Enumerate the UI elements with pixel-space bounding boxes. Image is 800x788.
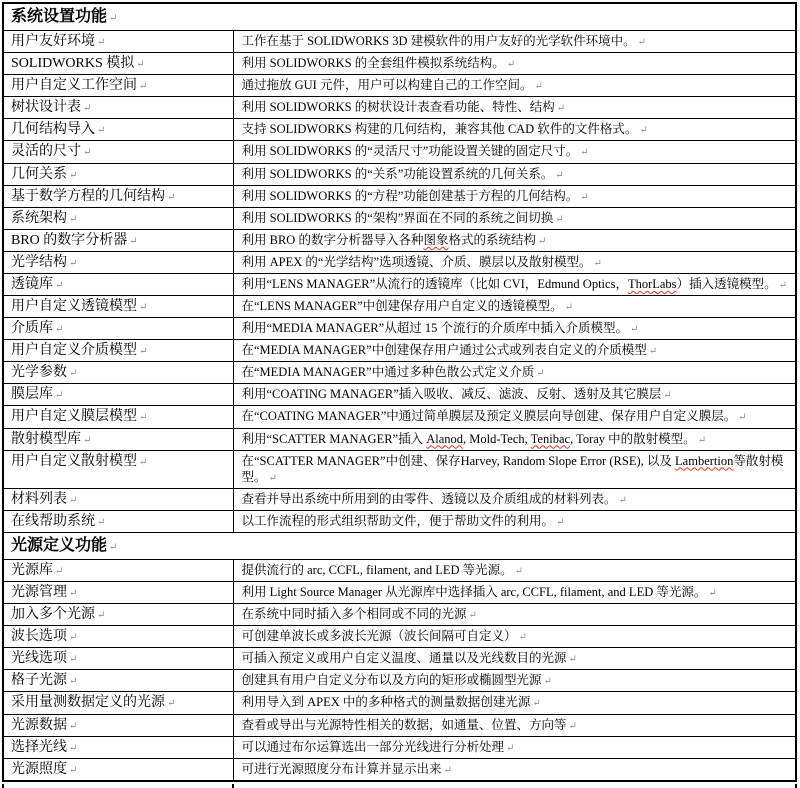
table-row — [3, 626, 796, 648]
misspelled-word: 图象 — [423, 232, 449, 247]
feature-desc: 在“COATING MANAGER”中通过简单膜层及预定义膜层向导创建、保存用户自定义膜层。 ↵ — [241, 409, 747, 424]
table-row — [3, 53, 796, 75]
misspelled-word: Tenibac — [530, 431, 571, 446]
paragraph-mark-icon: ↵ — [139, 456, 148, 468]
feature-label: 在线帮助系统 ↵ — [11, 513, 106, 529]
paragraph-mark-icon: ↵ — [136, 59, 145, 71]
feature-label: 材料列表 ↵ — [11, 491, 78, 507]
paragraph-mark-icon: ↵ — [663, 390, 672, 402]
table-row — [3, 97, 796, 119]
feature-desc: 通过拖放 GUI 元件，用户可以构建自己的工作空间。 ↵ — [241, 78, 543, 93]
feature-desc-cell — [233, 273, 796, 295]
feature-desc-cell — [233, 714, 796, 736]
paragraph-mark-icon: ↵ — [648, 346, 658, 358]
feature-label: 用户自定义散射模型 ↵ — [11, 453, 148, 469]
feature-label-cell — [3, 384, 233, 406]
paragraph-mark-icon: ↵ — [69, 494, 78, 506]
feature-label-cell — [3, 362, 233, 384]
table-row — [3, 714, 796, 736]
feature-desc: 查看并导出系统中所用到的由零件、透镜以及介质组成的材料列表。 ↵ — [241, 491, 627, 506]
feature-label: 光学参数 ↵ — [11, 365, 78, 381]
paragraph-mark-icon: ↵ — [69, 368, 78, 380]
feature-desc-cell — [233, 626, 796, 648]
paragraph-mark-icon: ↵ — [443, 764, 452, 776]
table-row — [3, 670, 796, 692]
paragraph-mark-icon: ↵ — [580, 191, 589, 203]
feature-label: 用户自定义工作空间 ↵ — [11, 78, 148, 94]
feature-desc-cell — [233, 229, 796, 251]
paragraph-mark-icon: ↵ — [69, 213, 78, 225]
feature-label: BRO 的数字分析器 ↵ — [11, 232, 138, 248]
paragraph-mark-icon: ↵ — [506, 59, 516, 71]
section-title-cell — [3, 532, 796, 559]
feature-label: 几何关系 ↵ — [11, 166, 78, 182]
feature-desc: 利用“MEDIA MANAGER”从超过 15 个流行的介质库中插入介质模型。 ↵ — [241, 321, 639, 336]
feature-label-cell — [3, 340, 233, 362]
paragraph-mark-icon: ↵ — [97, 125, 106, 137]
table-row — [3, 207, 796, 229]
feature-desc: 利用 Light Source Manager 从光源库中选择插入 arc, CCFL, filament, and LED 等光源。 ↵ — [241, 585, 717, 600]
paragraph-mark-icon: ↵ — [109, 541, 118, 553]
table-row — [3, 559, 796, 581]
table-row — [3, 185, 796, 207]
table-divider-border-stub — [232, 784, 234, 788]
section-title-cell — [3, 3, 796, 31]
feature-label-cell — [3, 758, 233, 781]
table-row — [3, 582, 796, 604]
feature-desc-cell — [233, 406, 796, 428]
paragraph-mark-icon: ↵ — [69, 257, 78, 269]
feature-desc: 利用“SCATTER MANAGER”插入 Alanod, Mold-Tech, Tenibac, Toray 中的散射模型。 ↵ — [241, 431, 707, 446]
paragraph-mark-icon: ↵ — [555, 213, 564, 225]
feature-label: 系统架构 ↵ — [11, 210, 78, 226]
feature-desc-cell — [233, 604, 796, 626]
feature-label-cell — [3, 714, 233, 736]
paragraph-mark-icon: ↵ — [55, 279, 64, 291]
paragraph-mark-icon: ↵ — [167, 191, 176, 203]
paragraph-mark-icon: ↵ — [97, 37, 106, 49]
feature-desc: 利用 SOLIDWORKS 的“架构”界面在不同的系统之间切换 ↵ — [241, 210, 564, 225]
paragraph-mark-icon: ↵ — [543, 676, 552, 688]
feature-label-cell — [3, 97, 233, 119]
table-row — [3, 229, 796, 251]
table-left-border-stub — [2, 784, 4, 788]
feature-label-cell — [3, 75, 233, 97]
paragraph-mark-icon: ↵ — [69, 169, 78, 181]
feature-label-cell — [3, 53, 233, 75]
feature-desc: 可以通过布尔运算选出一部分光线进行分析处理 ↵ — [241, 739, 515, 754]
paragraph-mark-icon: ↵ — [637, 37, 646, 49]
paragraph-mark-icon: ↵ — [534, 81, 543, 93]
table-row — [3, 273, 796, 295]
feature-label-cell — [3, 141, 233, 163]
feature-label-cell — [3, 626, 233, 648]
feature-desc: 利用 SOLIDWORKS 的“方程”功能创建基于方程的几何结构。 ↵ — [241, 188, 589, 203]
feature-table — [2, 2, 797, 782]
feature-label-cell — [3, 318, 233, 340]
feature-desc: 在“MEDIA MANAGER”中通过多种色散公式定义介质 ↵ — [241, 365, 545, 380]
table-row — [3, 648, 796, 670]
feature-desc-cell — [233, 53, 796, 75]
paragraph-mark-icon: ↵ — [580, 147, 589, 159]
feature-desc-cell — [233, 384, 796, 406]
paragraph-mark-icon: ↵ — [69, 742, 78, 754]
table-row — [3, 296, 796, 318]
paragraph-mark-icon: ↵ — [536, 368, 545, 380]
feature-label: 介质库 ↵ — [11, 321, 64, 337]
feature-desc: 在“MEDIA MANAGER”中创建保存用户通过公式或列表自定义的介质模型 ↵ — [241, 343, 658, 358]
feature-desc-cell — [233, 97, 796, 119]
feature-label-cell — [3, 296, 233, 318]
misspelled-word: Lambertion — [675, 453, 734, 468]
feature-label-cell — [3, 450, 233, 488]
feature-desc: 查看或导出与光源特性相关的数据，如通量、位置、方向等 ↵ — [241, 717, 577, 732]
feature-desc-cell — [233, 559, 796, 581]
section-title: 光源定义功能 ↵ — [11, 536, 118, 554]
table-row — [3, 119, 796, 141]
paragraph-mark-icon: ↵ — [69, 720, 78, 732]
feature-desc-cell — [233, 31, 796, 53]
table-row — [3, 692, 796, 714]
feature-desc-cell — [233, 119, 796, 141]
paragraph-mark-icon: ↵ — [97, 610, 106, 622]
feature-desc: 在“LENS MANAGER”中创建保存用户自定义的透镜模型。 ↵ — [241, 299, 574, 314]
paragraph-mark-icon: ↵ — [532, 698, 541, 710]
paragraph-mark-icon: ↵ — [514, 565, 524, 577]
feature-desc-cell — [233, 428, 796, 450]
feature-label: 用户自定义介质模型 ↵ — [11, 343, 148, 359]
paragraph-mark-icon: ↵ — [564, 302, 574, 314]
feature-desc-cell — [233, 510, 796, 532]
feature-label: 光源库 ↵ — [11, 562, 64, 578]
feature-label: 树状设计表 ↵ — [11, 100, 92, 116]
feature-label: 格子光源 ↵ — [11, 673, 78, 689]
feature-label: 波长选项 ↵ — [11, 629, 78, 645]
feature-label: 光源照度 ↵ — [11, 761, 78, 777]
paragraph-mark-icon: ↵ — [109, 13, 118, 24]
feature-label-cell — [3, 559, 233, 581]
table-row — [3, 488, 796, 510]
feature-desc-cell — [233, 582, 796, 604]
table-row — [3, 141, 796, 163]
table-row — [3, 31, 796, 53]
feature-label-cell — [3, 273, 233, 295]
feature-label-cell — [3, 648, 233, 670]
table-row — [3, 362, 796, 384]
paragraph-mark-icon: ↵ — [506, 742, 515, 754]
paragraph-mark-icon: ↵ — [555, 169, 564, 181]
feature-label: 透镜库 ↵ — [11, 276, 64, 292]
feature-desc: 以工作流程的形式组织帮助文件，便于帮助文件的利用。 ↵ — [241, 513, 565, 528]
paragraph-mark-icon: ↵ — [55, 324, 64, 336]
paragraph-mark-icon: ↵ — [97, 516, 106, 528]
paragraph-mark-icon: ↵ — [568, 720, 577, 732]
paragraph-mark-icon: ↵ — [55, 565, 64, 577]
feature-desc-cell — [233, 251, 796, 273]
feature-desc: 创建具有用户自定义分布以及方向的矩形或椭圆型光源 ↵ — [241, 673, 552, 688]
feature-desc: 利用 SOLIDWORKS 的树状设计表查看功能、特性、结构 ↵ — [241, 100, 566, 115]
table-row — [3, 75, 796, 97]
paragraph-mark-icon: ↵ — [738, 412, 747, 424]
feature-label-cell — [3, 692, 233, 714]
paragraph-mark-icon: ↵ — [708, 588, 717, 600]
paragraph-mark-icon: ↵ — [83, 434, 92, 446]
feature-label: 光源管理 ↵ — [11, 585, 78, 601]
paragraph-mark-icon: ↵ — [629, 324, 639, 336]
table-row — [3, 406, 796, 428]
table-row — [3, 163, 796, 185]
feature-label-cell — [3, 163, 233, 185]
feature-desc-cell — [233, 207, 796, 229]
paragraph-mark-icon: ↵ — [69, 632, 78, 644]
feature-label: 几何结构导入 ↵ — [11, 122, 106, 138]
paragraph-mark-icon: ↵ — [618, 494, 627, 506]
feature-desc: 可创建单波长或多波长光源（波长间隔可自定义） ↵ — [241, 629, 527, 644]
feature-label-cell — [3, 229, 233, 251]
feature-desc: 利用 SOLIDWORKS 的“灵活尺寸”功能设置关键的固定尺寸。 ↵ — [241, 144, 589, 159]
feature-label-cell — [3, 406, 233, 428]
feature-desc: 支持 SOLIDWORKS 构建的几何结构，兼容其他 CAD 软件的文件格式。 ↵ — [241, 122, 648, 137]
feature-desc: 在系统中同时插入多个相同或不同的光源 ↵ — [241, 607, 477, 622]
feature-desc: 利用“COATING MANAGER”插入吸收、减反、滤波、反射、透射及其它膜层 ↵ — [241, 387, 672, 402]
paragraph-mark-icon: ↵ — [139, 412, 148, 424]
feature-desc: 利用 SOLIDWORKS 的“关系”功能设置系统的几何关系。 ↵ — [241, 166, 564, 181]
paragraph-mark-icon: ↵ — [518, 632, 527, 644]
paragraph-mark-icon: ↵ — [83, 147, 92, 159]
paragraph-mark-icon: ↵ — [568, 654, 577, 666]
table-row — [3, 384, 796, 406]
feature-label: 采用量测数据定义的光源 ↵ — [11, 695, 176, 711]
table-row — [3, 736, 796, 758]
feature-label-cell — [3, 582, 233, 604]
table-row — [3, 340, 796, 362]
feature-label: 用户自定义透镜模型 ↵ — [11, 299, 148, 315]
paragraph-mark-icon: ↵ — [556, 516, 565, 528]
feature-desc: 利用 SOLIDWORKS 的全套组件模拟系统结构。 ↵ — [241, 56, 516, 71]
paragraph-mark-icon: ↵ — [139, 346, 148, 358]
feature-label-cell — [3, 736, 233, 758]
feature-label-cell — [3, 428, 233, 450]
feature-label-cell — [3, 510, 233, 532]
feature-desc-cell — [233, 318, 796, 340]
paragraph-mark-icon: ↵ — [167, 698, 176, 710]
feature-desc: 提供流行的 arc, CCFL, filament, and LED 等光源。 ↵ — [241, 562, 524, 577]
paragraph-mark-icon: ↵ — [778, 279, 787, 291]
feature-label: 基于数学方程的几何结构 ↵ — [11, 188, 176, 204]
table-right-border-stub — [795, 784, 797, 788]
feature-desc: 利用 BRO 的数字分析器导入各种图象格式的系统结构 ↵ — [241, 232, 547, 247]
feature-label-cell — [3, 604, 233, 626]
paragraph-mark-icon: ↵ — [69, 676, 78, 688]
feature-label-cell — [3, 251, 233, 273]
feature-desc: 在“SCATTER MANAGER”中创建、保存Harvey, Random Slope Error (RSE), 以及 Lambertion等散射模型。 ↵ — [241, 453, 784, 484]
feature-desc-cell — [233, 340, 796, 362]
feature-label: 光线选项 ↵ — [11, 651, 78, 667]
paragraph-mark-icon: ↵ — [55, 390, 64, 402]
feature-desc: 利用 APEX 的“光学结构”选项透镜、介质、膜层以及散射模型。 ↵ — [241, 254, 602, 269]
feature-label: 光源数据 ↵ — [11, 717, 78, 733]
feature-desc-cell — [233, 141, 796, 163]
table-row — [3, 510, 796, 532]
feature-desc: 利用导入到 APEX 中的多种格式的测量数据创建光源 ↵ — [241, 695, 541, 710]
table-row — [3, 428, 796, 450]
paragraph-mark-icon: ↵ — [537, 235, 547, 247]
feature-desc-cell — [233, 758, 796, 781]
feature-desc-cell — [233, 362, 796, 384]
section-title: 系统设置功能 ↵ — [11, 8, 118, 25]
paragraph-mark-icon: ↵ — [268, 472, 277, 484]
paragraph-mark-icon: ↵ — [139, 302, 148, 314]
feature-desc-cell — [233, 75, 796, 97]
paragraph-mark-icon: ↵ — [139, 81, 148, 93]
paragraph-mark-icon: ↵ — [697, 434, 707, 446]
feature-label: 灵活的尺寸 ↵ — [11, 144, 92, 160]
feature-desc-cell — [233, 670, 796, 692]
paragraph-mark-icon: ↵ — [639, 125, 648, 137]
misspelled-word: ThorLabs — [627, 276, 677, 291]
feature-label: 膜层库 ↵ — [11, 387, 64, 403]
feature-label-cell — [3, 31, 233, 53]
feature-label: 选择光线 ↵ — [11, 739, 78, 755]
paragraph-mark-icon: ↵ — [468, 610, 477, 622]
paragraph-mark-icon: ↵ — [69, 764, 78, 776]
feature-desc: 可插入预定义或用户自定义温度、通量以及光线数目的光源 ↵ — [241, 651, 577, 666]
feature-label-cell — [3, 207, 233, 229]
paragraph-mark-icon: ↵ — [593, 257, 602, 269]
feature-desc-cell — [233, 163, 796, 185]
feature-desc-cell — [233, 488, 796, 510]
feature-desc: 工作在基于 SOLIDWORKS 3D 建模软件的用户友好的光学软件环境中。 ↵ — [241, 34, 646, 49]
section-header-row — [3, 3, 796, 31]
feature-table-body — [3, 3, 796, 781]
feature-label: 加入多个光源 ↵ — [11, 607, 106, 623]
paragraph-mark-icon: ↵ — [83, 103, 92, 115]
table-row — [3, 758, 796, 781]
feature-label: 用户友好环境 ↵ — [11, 34, 106, 50]
paragraph-mark-icon: ↵ — [69, 588, 78, 600]
section-header-row — [3, 532, 796, 559]
feature-desc: 可进行光源照度分布计算并显示出来 ↵ — [241, 761, 452, 776]
feature-label-cell — [3, 185, 233, 207]
misspelled-word: Alanod — [426, 431, 464, 446]
feature-desc-cell — [233, 692, 796, 714]
feature-label: 光学结构 ↵ — [11, 254, 78, 270]
feature-label-cell — [3, 670, 233, 692]
feature-label: SOLIDWORKS 模拟 ↵ — [11, 56, 145, 72]
table-row — [3, 604, 796, 626]
table-row — [3, 318, 796, 340]
feature-label: 用户自定义膜层模型 ↵ — [11, 409, 148, 425]
feature-desc-cell — [233, 185, 796, 207]
feature-label-cell — [3, 488, 233, 510]
table-row — [3, 450, 796, 488]
feature-desc-cell — [233, 648, 796, 670]
feature-label-cell — [3, 119, 233, 141]
paragraph-mark-icon: ↵ — [129, 235, 138, 247]
paragraph-mark-icon: ↵ — [69, 654, 78, 666]
feature-desc: 利用“LENS MANAGER”从流行的透镜库（比如 CVI，Edmund Optics，ThorLabs）插入透镜模型。 ↵ — [241, 276, 787, 291]
table-row — [3, 251, 796, 273]
feature-desc-cell — [233, 736, 796, 758]
feature-label: 散射模型库 ↵ — [11, 431, 92, 447]
feature-desc-cell — [233, 296, 796, 318]
feature-desc-cell — [233, 450, 796, 488]
paragraph-mark-icon: ↵ — [556, 103, 566, 115]
